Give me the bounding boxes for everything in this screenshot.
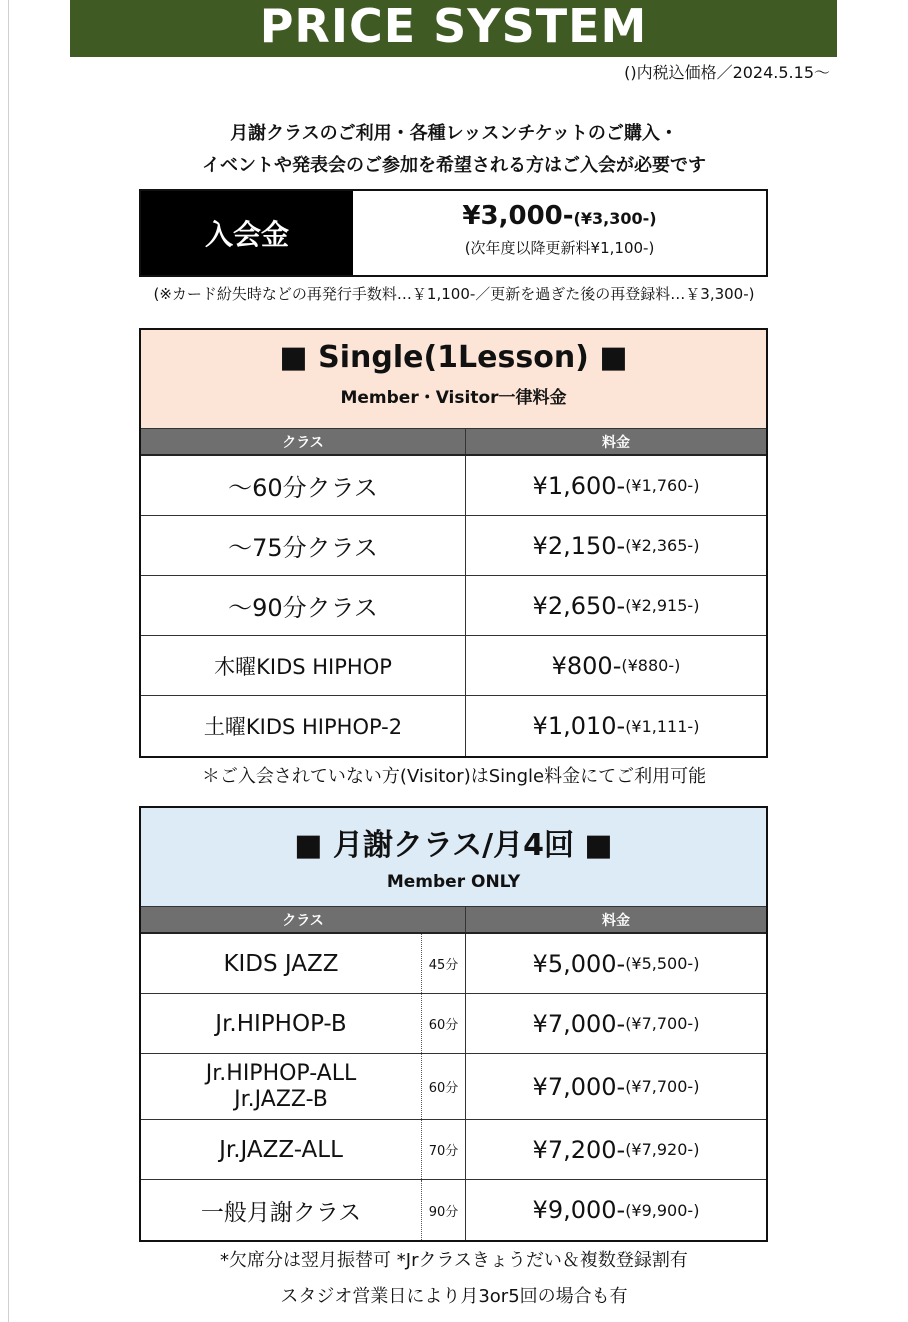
class-name-line-1: Jr.HIPHOP-ALL (205, 1060, 357, 1086)
intro-line-1: 月謝クラスのご利用・各種レッスンチケットのご購入・ (230, 123, 678, 144)
class-price: ¥1,010- (¥1,111-) (532, 712, 700, 740)
admission-price-main: ¥3,000- (462, 201, 574, 231)
single-table-header (141, 330, 766, 428)
class-price: ¥5,000- (¥5,500-) (532, 949, 700, 978)
class-price: ¥7,200- (¥7,920-) (532, 1135, 700, 1164)
visitor-note: ＊ご入会されていない方(Visitor)はSingle料金にてご利用可能 (201, 766, 707, 787)
class-duration: 45分 (421, 934, 466, 993)
class-price: ¥1,600- (¥1,760-) (532, 471, 700, 500)
class-price: ¥800- (¥880-) (551, 651, 681, 680)
admission-price-tax: (¥3,300-) (573, 209, 657, 228)
monthly-col-fee: 料金 (602, 912, 630, 929)
single-table-title: ■ Single(1Lesson) ■ (279, 340, 628, 375)
monthly-table-title: ■ 月謝クラス/月4回 ■ (294, 828, 613, 863)
table-row (141, 1054, 766, 1120)
table-row (141, 516, 766, 576)
monthly-column-headers (141, 906, 766, 934)
monthly-count-note: スタジオ営業日により月3or5回の場合も有 (280, 1286, 628, 1307)
monthly-table-header (141, 808, 766, 906)
single-col-class: クラス (141, 429, 466, 454)
monthly-price-table (139, 806, 768, 1242)
tax-date-note: ()内税込価格／2024.5.15〜 (624, 63, 830, 82)
class-name: KIDS JAZZ (223, 950, 339, 977)
table-row (141, 696, 766, 756)
single-col-fee: 料金 (602, 434, 630, 451)
single-table-subtitle: Member・Visitor一律料金 (340, 388, 567, 408)
table-row (141, 934, 766, 994)
class-duration: 70分 (421, 1120, 466, 1179)
class-price: ¥2,150- (¥2,365-) (532, 531, 700, 560)
admission-label: 入会金 (141, 191, 353, 275)
page-title: PRICE SYSTEM (70, 0, 837, 57)
class-name: 一般月謝クラス (200, 1199, 362, 1226)
monthly-col-class: クラス (141, 907, 466, 932)
class-name-line-2: Jr.JAZZ-B (234, 1086, 328, 1112)
page-left-border (8, 0, 9, 1322)
admission-price (353, 201, 766, 231)
admission-value (353, 191, 766, 275)
absence-note: *欠席分は翌月振替可 *Jrクラスきょうだい＆複数登録割有 (220, 1250, 688, 1271)
table-row (141, 1180, 766, 1240)
class-price: ¥9,000- (¥9,900-) (532, 1196, 700, 1224)
admission-fee-box (139, 189, 768, 277)
class-duration: 60分 (421, 1054, 466, 1119)
class-price: ¥7,000- (¥7,700-) (532, 1009, 700, 1038)
intro-text (100, 118, 808, 182)
class-name: Jr.JAZZ-ALL (219, 1136, 343, 1163)
table-row (141, 456, 766, 516)
single-column-headers (141, 428, 766, 456)
class-duration: 90分 (421, 1180, 466, 1240)
class-name (141, 1054, 421, 1119)
table-row (141, 1120, 766, 1180)
class-name: 〜90分クラス (141, 576, 466, 635)
reissue-fee-note: (※カード紛失時などの再発行手数料…￥1,100-／更新を過ぎた後の再登録料…￥3,300-) (153, 285, 755, 303)
class-name: 〜60分クラス (141, 456, 466, 515)
class-name: 土曜KIDS HIPHOP-2 (141, 696, 466, 756)
single-price-table (139, 328, 768, 758)
table-row (141, 994, 766, 1054)
class-price: ¥7,000- (¥7,700-) (532, 1072, 700, 1101)
monthly-table-subtitle: Member ONLY (386, 872, 521, 892)
table-row (141, 636, 766, 696)
class-price: ¥2,650- (¥2,915-) (532, 591, 700, 620)
admission-renewal: (次年度以降更新料¥1,100-) (464, 239, 655, 257)
class-name: Jr.HIPHOP-B (215, 1010, 347, 1037)
class-name: 木曜KIDS HIPHOP (141, 636, 466, 695)
table-row (141, 576, 766, 636)
class-name: 〜75分クラス (141, 516, 466, 575)
class-duration: 60分 (421, 994, 466, 1053)
intro-line-2: イベントや発表会のご参加を希望される方はご入会が必要です (202, 155, 706, 176)
